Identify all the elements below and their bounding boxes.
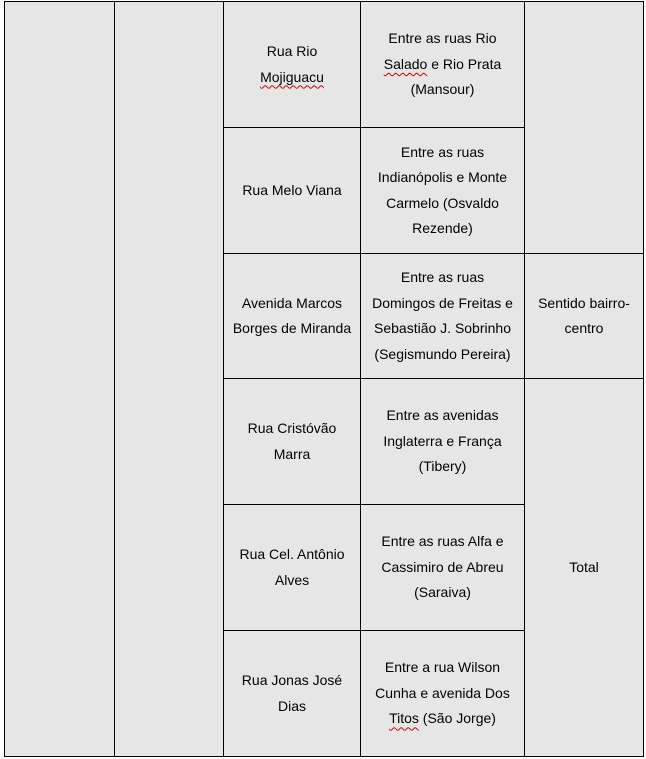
segment-text: Entre as ruas Rio [388, 30, 497, 47]
segment-text: Entre a rua Wilson Cunha e avenida Dos [375, 659, 510, 701]
segment-text-cont: e Rio Prata [427, 55, 502, 72]
table-row [5, 2, 644, 128]
segment-text-flagged: Salado [383, 55, 428, 72]
segment-text-flagged: Titos [389, 710, 419, 727]
empty-col-1 [5, 2, 115, 757]
direction-cell: Sentido bairro-centro [525, 254, 644, 379]
segment-text-cont: (São Jorge) [418, 710, 496, 727]
street-name: Rua Rio [266, 43, 318, 59]
direction-cell-total: Total [525, 379, 644, 757]
street-cell: Rua Jonas José Dias [224, 631, 361, 757]
street-name-cont: Mojiguacu [260, 68, 324, 85]
segment-neighborhood: (Mansour) [410, 81, 475, 98]
segment-cell: Entre as avenidas Inglaterra e França (Tibery) [361, 379, 525, 505]
street-cell: Rua Cristóvão Marra [224, 379, 361, 505]
segment-cell [361, 2, 525, 128]
direction-cell-empty [525, 2, 644, 254]
street-cell: Rua Cel. Antônio Alves [224, 505, 361, 631]
street-cell [224, 2, 361, 128]
segment-cell [361, 631, 525, 757]
street-table [4, 1, 644, 757]
street-cell: Rua Melo Viana [224, 128, 361, 254]
segment-cell: Entre as ruas Indianópolis e Monte Carmelo (Osvaldo Rezende) [361, 128, 525, 254]
street-cell: Avenida Marcos Borges de Miranda [224, 254, 361, 379]
empty-col-2 [115, 2, 224, 757]
segment-cell: Entre as ruas Alfa e Cassimiro de Abreu (Saraiva) [361, 505, 525, 631]
segment-cell: Entre as ruas Domingos de Freitas e Sebastião J. Sobrinho (Segismundo Pereira) [361, 254, 525, 379]
